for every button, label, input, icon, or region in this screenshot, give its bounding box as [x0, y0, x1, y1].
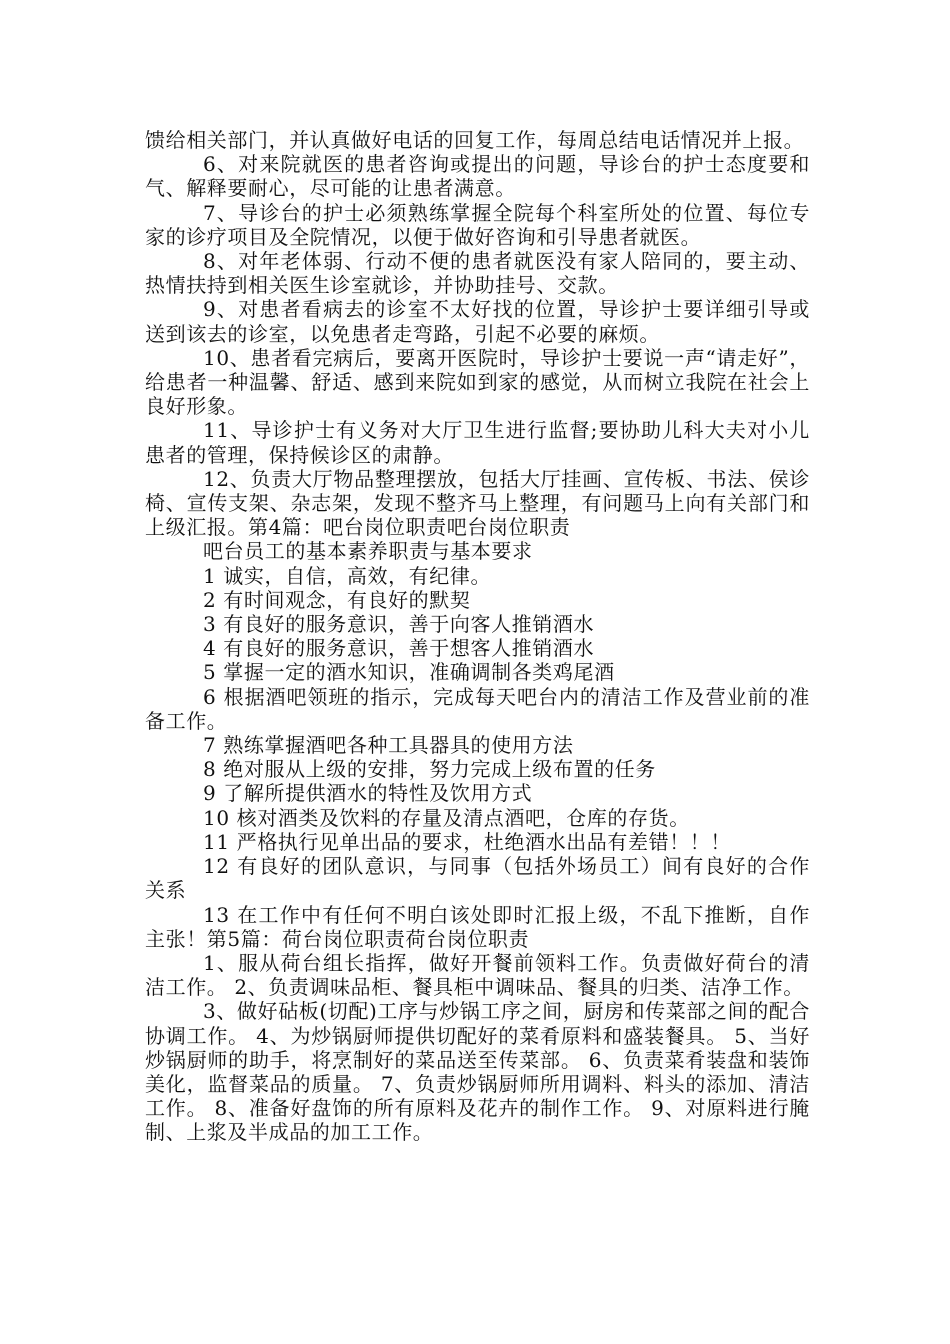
paragraph-hetai-2: 3、做好砧板(切配)工序与炒锅工序之间，厨房和传菜部之间的配合协调工作。 4、为炒锅厨师提供切配好的菜肴原料和盛装餐具。 5、当好炒锅厨师的助手，将烹制好的菜品送至传菜部。 6、负责菜肴装盘和装饰美化，监督菜品的质量。 7、负责炒锅厨师所用调料、料头的添加、清洁工作。 8、准备好盘饰的所有原料及花卉的制作工作。 9、对原料进行腌制、上浆及半成品的加工工作。 — [145, 999, 810, 1145]
paragraph-hetai-1: 1、服从荷台组长指挥，做好开餐前领料工作。负责做好荷台的清洁工作。 2、负责调味品柜、餐具柜中调味品、餐具的归类、洁净工作。 — [145, 950, 810, 1000]
list-item-4: 4 有良好的服务意识，善于想客人推销酒水 — [203, 636, 595, 661]
list-item-7: 7 熟练掌握酒吧各种工具器具的使用方法 — [203, 733, 574, 758]
section-heading-bar: 吧台员工的基本素养职责与基本要求 — [203, 539, 533, 564]
list-item-9: 9 了解所提供酒水的特性及饮用方式 — [203, 781, 533, 806]
paragraph-5: 9、对患者看病去的诊室不太好找的位置，导诊护士要详细引导或送到该去的诊室，以免患者走弯路，引起不必要的麻烦。 — [145, 297, 810, 346]
document-body — [145, 128, 810, 1145]
paragraph-3: 7、导诊台的护士必须熟练掌握全院每个科室所处的位置、每位专家的诊疗项目及全院情况，以便于做好咨询和引导患者就医。 — [145, 200, 810, 249]
list-item-2: 2 有时间观念，有良好的默契 — [203, 587, 471, 612]
paragraph-2: 6、对来院就医的患者咨询或提出的问题，导诊台的护士态度要和气、解释要耐心，尽可能的让患者满意。 — [145, 152, 810, 201]
paragraph-1: 馈给相关部门，并认真做好电话的回复工作，每周总结电话情况并上报。 — [145, 128, 805, 152]
paragraph-7: 11、导诊护士有义务对大厅卫生进行监督;要协助儿科大夫对小儿患者的管理，保持候诊区的肃静。 — [145, 418, 810, 467]
paragraph-8: 12、负责大厅物品整理摆放，包括大厅挂画、宣传板、书法、侯诊椅、宣传支架、杂志架，发现不整齐马上整理，有问题马上向有关部门和上级汇报。第4篇：吧台岗位职责吧台岗位职责 — [145, 466, 810, 540]
paragraph-4: 8、对年老体弱、行动不便的患者就医没有家人陪同的，要主动、热情扶持到相关医生诊室就诊，并协助挂号、交款。 — [145, 249, 810, 298]
list-item-12: 12 有良好的团队意识，与同事（包括外场员工）间有良好的合作关系 — [145, 854, 810, 903]
list-item-13: 13 在工作中有任何不明白该处即时汇报上级，不乱下推断，自作主张！第5篇：荷台岗位职责荷台岗位职责 — [145, 902, 810, 951]
list-item-5: 5 掌握一定的酒水知识，准确调制各类鸡尾酒 — [203, 660, 615, 685]
paragraph-6: 10、患者看完病后，要离开医院时，导诊护士要说一声“请走好”，给患者一种温馨、舒适、感到来院如到家的感觉，从而树立我院在社会上良好形象。 — [145, 345, 810, 419]
list-item-3: 3 有良好的服务意识，善于向客人推销酒水 — [203, 612, 595, 637]
list-item-1: 1 诚实，自信，高效，有纪律。 — [203, 563, 492, 588]
list-item-6: 6 根据酒吧领班的指示，完成每天吧台内的清洁工作及营业前的准备工作。 — [145, 684, 810, 733]
list-item-8: 8 绝对服从上级的安排，努力完成上级布置的任务 — [203, 757, 656, 782]
list-item-11: 11 严格执行见单出品的要求，杜绝酒水出品有差错！！！ — [203, 829, 732, 854]
list-item-10: 10 核对酒类及饮料的存量及清点酒吧，仓库的存货。 — [203, 805, 690, 830]
